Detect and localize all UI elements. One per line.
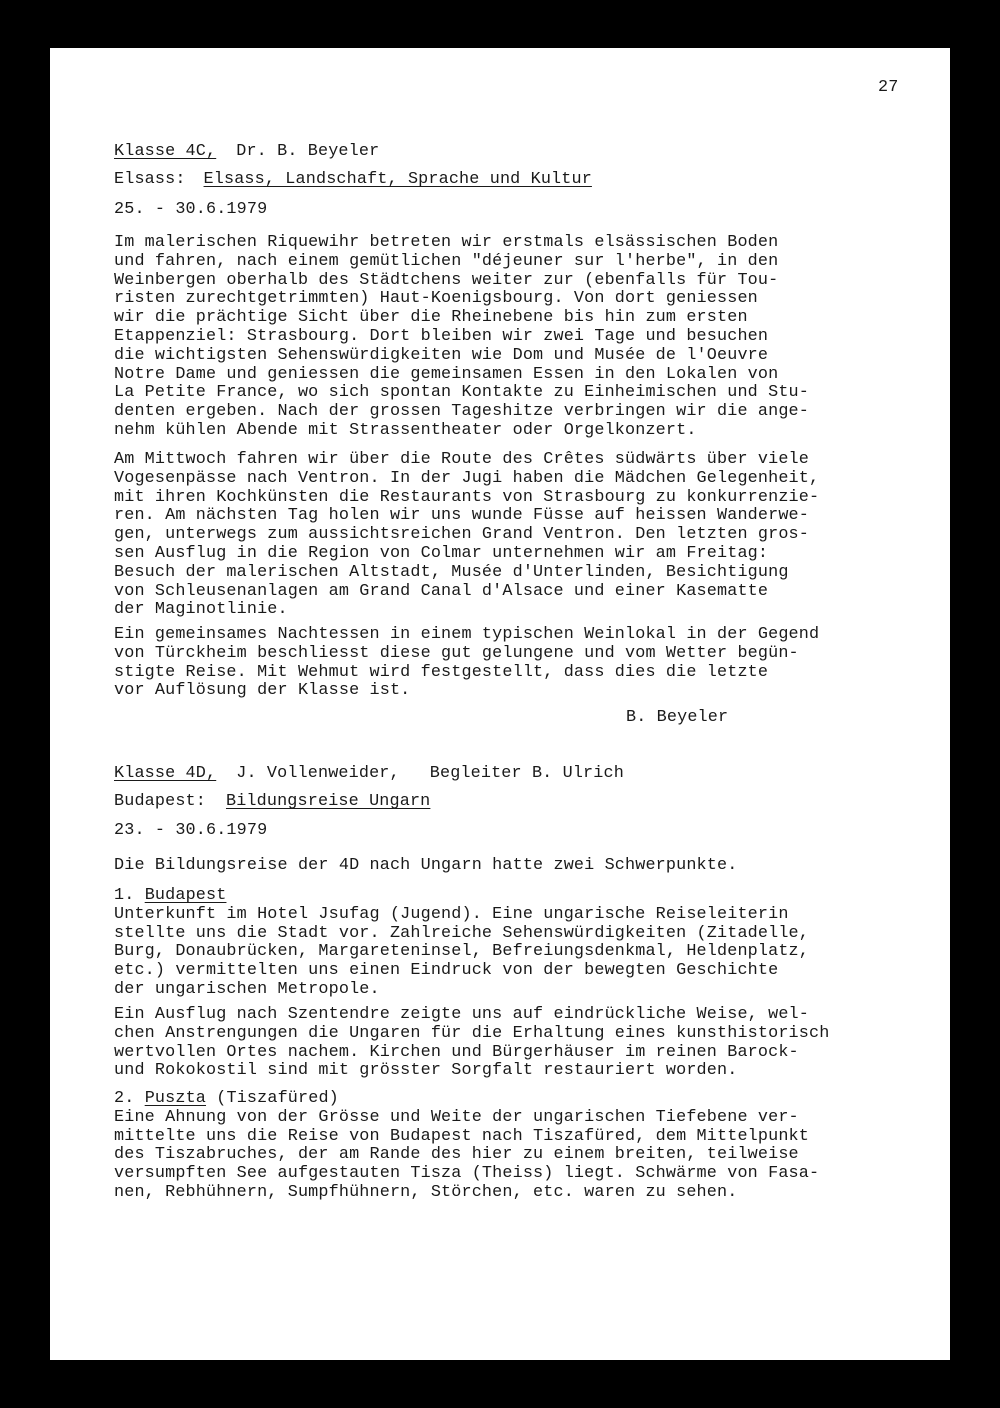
text-line: von Türckheim beschliesst diese gut gelungene und vom Wetter begün-: [114, 643, 799, 663]
section2-topic-line: [114, 793, 904, 812]
text-line: Im malerischen Riquewihr betreten wir erstmals elsässischen Boden: [114, 233, 779, 252]
text-line: vor Auflösung der Klasse ist.: [114, 681, 411, 701]
section1-class-line: [114, 143, 904, 162]
text-line: der Maginotlinie.: [114, 600, 288, 620]
section1-paragraph1: [114, 234, 904, 441]
point2-title: Puszta: [144, 1089, 207, 1108]
text-line: Eine Ahnung von der Grösse und Weite der ungarischen Tiefebene ver-: [114, 1107, 799, 1127]
text-line: des Tiszabruches, der am Rande des hier zu einem breiten, teilweise: [114, 1145, 799, 1165]
text-line: denten ergeben. Nach der grossen Tageshitze verbringen wir die ange-: [114, 402, 809, 422]
text-line: ren. Am nächsten Tag holen wir uns wunde Füsse auf heissen Wanderwe-: [114, 506, 809, 526]
text-line: mit ihren Kochkünsten die Restaurants von Strasbourg zu konkurrenzie-: [114, 487, 820, 507]
section2-place: Budapest:: [114, 792, 206, 811]
section1-dates-line: [114, 201, 904, 220]
section1-signature: B. Beyeler: [626, 708, 729, 727]
text-line: versumpften See aufgestauten Tisza (Theiss) liegt. Schwärme von Fasa-: [114, 1164, 820, 1184]
text-line: Ein gemeinsames Nachtessen in einem typischen Weinlokal in der Gegend: [114, 625, 820, 644]
section1-header: [114, 143, 904, 162]
section1-place: Elsass:: [114, 170, 186, 189]
text-line: La Petite France, wo sich spontan Kontakte zu Einheimischen und Stu-: [114, 383, 809, 403]
text-line: etc.) vermittelten uns einen Eindruck von der bewegten Geschichte: [114, 961, 779, 981]
text-line: wertvollen Ortes nachem. Kirchen und Bürgerhäuser im reinen Barock-: [114, 1042, 799, 1062]
section2-dates-line: [114, 822, 904, 841]
section2-dates: 23. - 30.6.1979: [114, 821, 268, 840]
section2-intro: Die Bildungsreise der 4D nach Ungarn hatte zwei Schwerpunkte.: [114, 856, 738, 875]
text-line: stellte uns die Stadt vor. Zahlreiche Sehenswürdigkeiten (Zitadelle,: [114, 923, 809, 943]
section2-teacher: J. Vollenweider,: [236, 764, 400, 783]
section1-teacher: Dr. B. Beyeler: [236, 142, 380, 161]
section1-topic-line: [114, 171, 904, 190]
point1-title: Budapest: [144, 886, 227, 905]
text-line: die wichtigsten Sehenswürdigkeiten wie Dom und Musée de l'Oeuvre: [114, 345, 769, 365]
text-line: Am Mittwoch fahren wir über die Route des Crêtes südwärts über viele: [114, 450, 809, 469]
text-line: von Schleusenanlagen am Grand Canal d'Alsace und einer Kasematte: [114, 581, 769, 601]
text-line: Ein Ausflug nach Szentendre zeigte uns auf eindrückliche Weise, wel-: [114, 1005, 809, 1024]
text-line: Unterkunft im Hotel Jsufag (Jugend). Eine ungarische Reiseleiterin: [114, 904, 789, 924]
text-line: nen, Rebhühnern, Sumpfhühnern, Störchen, etc. waren zu sehen.: [114, 1182, 738, 1202]
section2-intro-block: [114, 857, 904, 876]
point2-number: 2.: [114, 1089, 135, 1108]
section2-topic: Bildungsreise Ungarn: [225, 792, 431, 811]
text-line: und fahren, nach einem gemütlichen "déjeuner sur l'herbe", in den: [114, 251, 779, 271]
section2-point1-paragraph2: [114, 1006, 904, 1081]
section2-class-label: Klasse 4D,: [114, 764, 217, 783]
text-line: der ungarischen Metropole.: [114, 979, 380, 999]
text-line: und Rokokostil sind mit grösster Sorgfalt restauriert worden.: [114, 1061, 738, 1081]
section2-header: [114, 765, 904, 784]
text-line: gen, unterwegs zum aussichtsreichen Grand Ventron. Den letzten gros-: [114, 525, 809, 545]
section2-point2: [114, 1090, 904, 1203]
text-line: sen Ausflug in die Region von Colmar unternehmen wir am Freitag:: [114, 543, 769, 563]
text-line: Weinbergen oberhalb des Städtchens weiter zur (ebenfalls für Tou-: [114, 270, 779, 290]
page-number: 27: [878, 78, 899, 97]
section1-paragraph3: [114, 626, 904, 701]
text-line: risten zurechtgetrimmten) Haut-Koenigsbourg. Von dort geniessen: [114, 289, 758, 309]
section1-dates: 25. - 30.6.1979: [114, 200, 268, 219]
section1-class-label: Klasse 4C,: [114, 142, 217, 161]
text-line: wir die prächtige Sicht über die Rheinebene bis hin zum ersten: [114, 308, 748, 328]
section1-paragraph2: [114, 451, 904, 620]
text-line: Vogesenpässe nach Ventron. In der Jugi haben die Mädchen Gelegenheit,: [114, 468, 820, 488]
text-line: Etappenziel: Strasbourg. Dort bleiben wir zwei Tage und besuchen: [114, 326, 769, 346]
section2-companion: Begleiter B. Ulrich: [429, 764, 624, 783]
text-line: Notre Dame und geniessen die gemeinsamen Essen in den Lokalen von: [114, 364, 779, 384]
text-line: mittelte uns die Reise von Budapest nach Tiszafüred, dem Mittelpunkt: [114, 1126, 809, 1146]
point1-number: 1.: [114, 886, 135, 905]
text-line: Burg, Donaubrücken, Margareteninsel, Befreiungsdenkmal, Heldenplatz,: [114, 942, 809, 962]
text-line: stigte Reise. Mit Wehmut wird festgestellt, dass dies die letzte: [114, 662, 769, 682]
section2-point1: [114, 887, 904, 1000]
section1-topic: Elsass, Landschaft, Sprache und Kultur: [203, 170, 592, 189]
text-line: nehm kühlen Abende mit Strassentheater oder Orgelkonzert.: [114, 420, 697, 440]
text-line: Besuch der malerischen Altstadt, Musée d'Unterlinden, Besichtigung: [114, 562, 789, 582]
text-line: chen Anstrengungen die Ungaren für die Erhaltung eines kunsthistorisch: [114, 1023, 830, 1043]
point2-subtitle: (Tiszafüred): [216, 1089, 339, 1108]
